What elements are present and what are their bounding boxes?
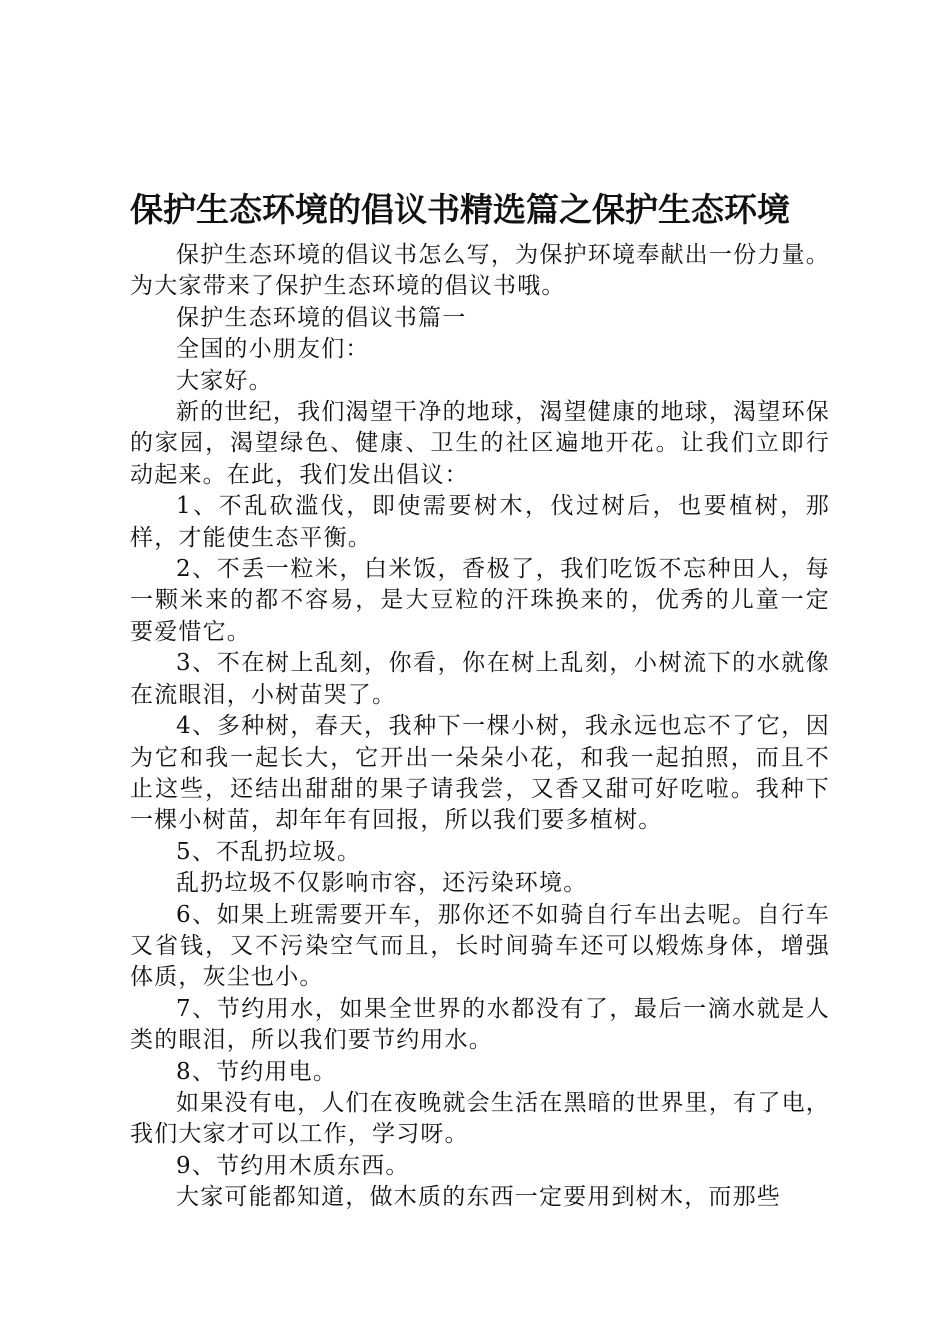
paragraph-item-8: 8、节约用电。 (176, 1058, 338, 1085)
paragraph-greeting: 大家好。 (176, 367, 273, 394)
document-body (130, 240, 830, 1214)
paragraph-item-9: 9、节约用木质东西。 (176, 1152, 410, 1179)
paragraph-call-to-action: 新的世纪，我们渴望干净的地球，渴望健康的地球，渴望环保的家园，渴望绿色、健康、卫生的社区遍地开花。让我们立即行动起来。在此，我们发出倡议： (130, 399, 830, 488)
document-page (130, 186, 830, 1214)
paragraph-item-6: 6、如果上班需要开车，那你还不如骑自行车出去呢。自行车又省钱，又不污染空气而且，长时间骑车还可以煅炼身体，增强体质，灰尘也小。 (130, 901, 830, 991)
paragraph-heading: 保护生态环境的倡议书篇一 (176, 304, 467, 331)
paragraph-item-3: 3、不在树上乱刻，你看，你在树上乱刻，小树流下的水就像在流眼泪，小树苗哭了。 (130, 650, 830, 708)
paragraph-item-7: 7、节约用水，如果全世界的水都没有了，最后一滴水就是人类的眼泪，所以我们要节约用水。 (130, 995, 830, 1054)
paragraph-item-4: 4、多种树，春天，我种下一棵小树，我永远也忘不了它，因为它和我一起长大，它开出一朵朵小花，和我一起拍照，而且不止这些，还结出甜甜的果子请我尝，又香又甜可好吃啦。我种下一棵小树苗，却年年有回报，所以我们要多植树。 (130, 713, 830, 834)
paragraph-item-8-detail: 如果没有电，人们在夜晚就会生活在黑暗的世界里，有了电，我们大家才可以工作，学习呀。 (130, 1089, 830, 1148)
paragraph-item-2: 2、不丢一粒米，白米饭，香极了，我们吃饭不忘种田人，每一颗米来的都不容易，是大豆粒的汗珠换来的，优秀的儿童一定要爱惜它。 (130, 556, 830, 645)
paragraph-item-5: 5、不乱扔垃圾。 (176, 838, 362, 865)
paragraph-item-1: 1、不乱砍滥伐，即使需要树木，伐过树后，也要植树，那样，才能使生态平衡。 (130, 493, 830, 551)
paragraph-salutation: 全国的小朋友们： (176, 336, 370, 363)
paragraph-item-5-detail: 乱扔垃圾不仅影响市容，还污染环境。 (176, 870, 588, 897)
paragraph-intro: 保护生态环境的倡议书怎么写，为保护环境奉献出一份力量。为大家带来了保护生态环境的倡议书哦。 (130, 242, 830, 300)
document-title: 保护生态环境的倡议书精选篇之保护生态环境 (130, 190, 790, 229)
paragraph-item-9-detail: 大家可能都知道，做木质的东西一定要用到树木，而那些 (176, 1184, 781, 1211)
